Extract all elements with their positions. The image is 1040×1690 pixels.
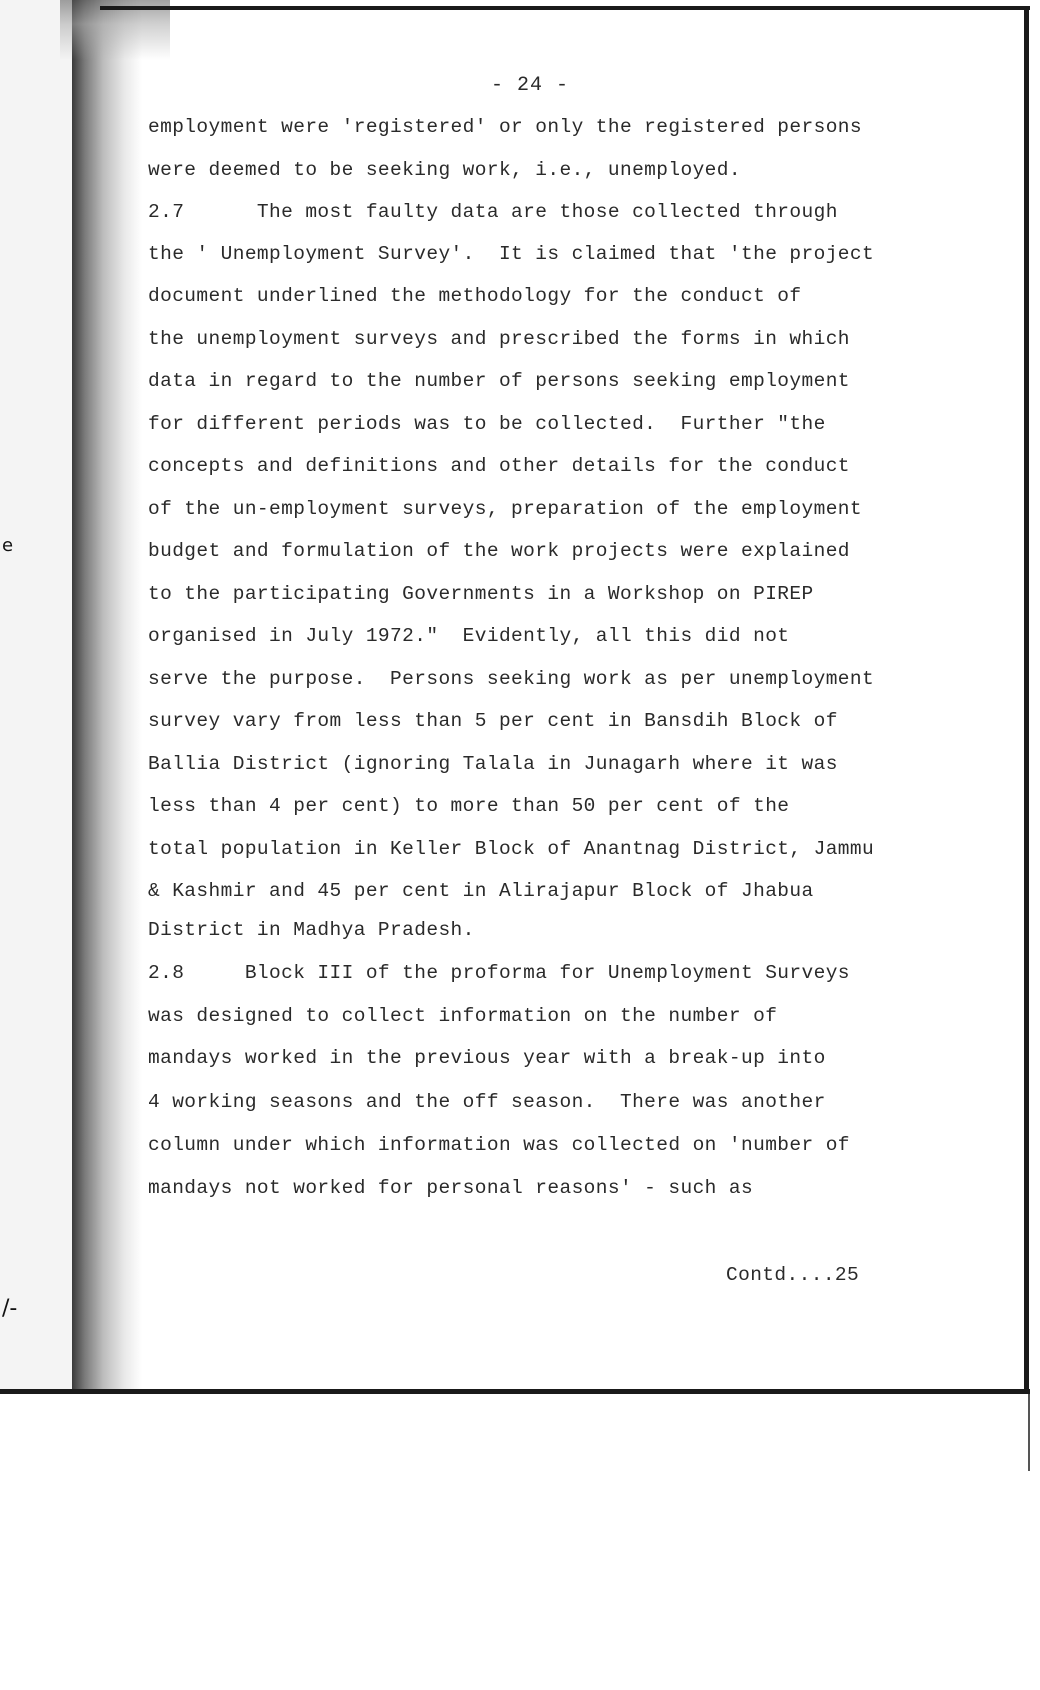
text-line: serve the purpose. Persons seeking work as per unemployment bbox=[148, 668, 875, 690]
text-line: & Kashmir and 45 per cent in Alirajapur Block of Jhabua bbox=[148, 880, 814, 902]
text-line: of the un-employment surveys, preparation of the employment bbox=[148, 498, 863, 520]
text-line: Ballia District (ignoring Talala in Junagarh where it was bbox=[148, 753, 838, 775]
text-line: concepts and definitions and other details for the conduct bbox=[148, 455, 850, 477]
text-line: mandays worked in the previous year with a break-up into bbox=[148, 1047, 826, 1069]
text-line: the unemployment surveys and prescribed the forms in which bbox=[148, 328, 850, 350]
text-line: 2.7 The most faulty data are those collected through bbox=[148, 201, 838, 223]
page-number: - 24 - bbox=[490, 74, 569, 97]
text-line: organised in July 1972." Evidently, all this did not bbox=[148, 625, 790, 647]
scan-left-margin bbox=[0, 0, 72, 1471]
page-top-edge bbox=[100, 6, 1030, 10]
text-line: employment were 'registered' or only the registered persons bbox=[148, 116, 863, 138]
binding-shadow bbox=[72, 0, 142, 1390]
text-line: was designed to collect information on the number of bbox=[148, 1005, 778, 1027]
text-line: column under which information was collected on 'number of bbox=[148, 1134, 850, 1156]
text-line: data in regard to the number of persons seeking employment bbox=[148, 370, 850, 392]
page-bottom-edge bbox=[0, 1389, 1030, 1394]
text-line: less than 4 per cent) to more than 50 per cent of the bbox=[148, 795, 790, 817]
text-line: District in Madhya Pradesh. bbox=[148, 919, 475, 941]
text-line: the ' Unemployment Survey'. It is claimed that 'the project bbox=[148, 243, 875, 265]
text-line: mandays not worked for personal reasons' - such as bbox=[148, 1177, 754, 1199]
text-line: for different periods was to be collected. Further "the bbox=[148, 413, 826, 435]
scan-bottom-margin bbox=[0, 1394, 1028, 1471]
text-line: document underlined the methodology for the conduct of bbox=[148, 285, 802, 307]
page-right-edge bbox=[1024, 6, 1029, 1394]
text-line: 2.8 Block III of the proforma for Unemployment Surveys bbox=[148, 962, 850, 984]
page-right-edge-lower bbox=[1028, 1394, 1030, 1471]
margin-fragment-e: e bbox=[2, 535, 14, 556]
text-line: total population in Keller Block of Anantnag District, Jammu bbox=[148, 838, 875, 860]
continuation-note: Contd....25 bbox=[726, 1264, 860, 1286]
text-line: were deemed to be seeking work, i.e., unemployed. bbox=[148, 159, 741, 181]
text-line: to the participating Governments in a Workshop on PIREP bbox=[148, 583, 814, 605]
margin-fragment-slash: /- bbox=[2, 1296, 18, 1321]
text-line: budget and formulation of the work projects were explained bbox=[148, 540, 850, 562]
text-line: 4 working seasons and the off season. There was another bbox=[148, 1091, 826, 1113]
text-line: survey vary from less than 5 per cent in Bansdih Block of bbox=[148, 710, 838, 732]
